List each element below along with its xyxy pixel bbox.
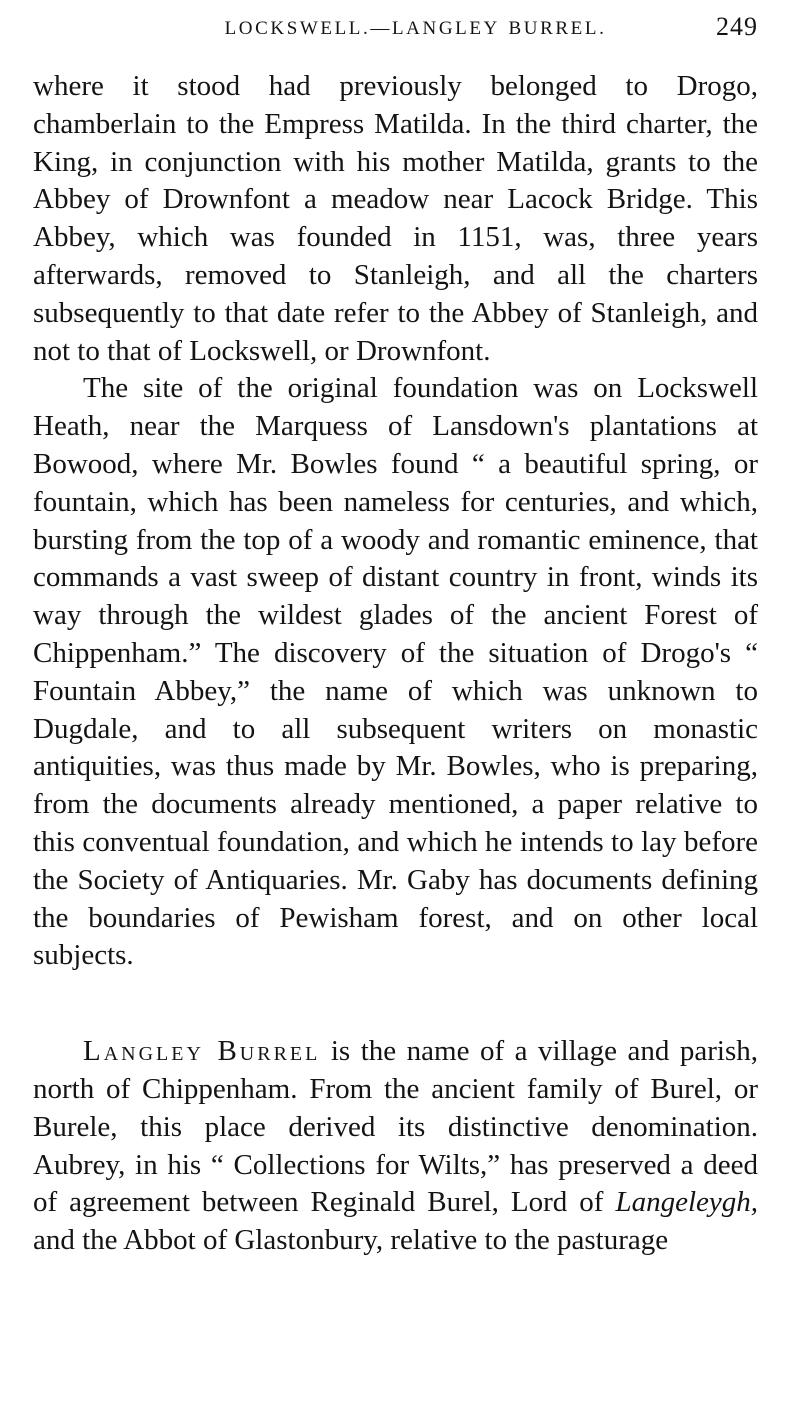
running-title: LOCKSWELL.—LANGLEY BURREL. <box>224 18 607 39</box>
paragraph-langley-burrel <box>33 1033 758 1260</box>
paragraph-lockswell-site: The site of the original foundation was on Lockswell Heath, near the Marquess of Lansdown's plantations at Bowood, where Mr. Bowles found “ a beautiful spring, or fountain, which has been nameless for centuries, and which, bursting from the top of a woody and romantic eminence, that commands a vast sweep of distant country in front, winds its way through the wildest glades of the ancient Forest of Chippenham.” The discovery of the situation of Drogo's “ Fountain Abbey,” the name of which was unknown to Dugdale, and to all subsequent writers on monastic antiquities, was thus made by Mr. Bowles, who is preparing, from the documents already mentioned, a paper relative to this conventual foundation, and which he intends to lay before the Society of Antiquaries. Mr. Gaby has documents defining the boundaries of Pewisham forest, and on other local subjects. <box>33 372 758 972</box>
paragraph-text: is the name of a village and parish, north of Chippenham. From the ancient family of Burel, or Burele, this place derived its distinctive denomination. Aubrey, in his “ Collections for Wilts,” has preserved a deed of agreement between Reginald Burel, Lord of <box>33 1035 758 1219</box>
section-lead-smallcaps: Langley Burrel <box>83 1035 321 1068</box>
running-head <box>33 8 758 48</box>
page-number: 249 <box>716 12 758 41</box>
section-gap <box>33 975 758 1033</box>
body-text <box>33 68 758 1260</box>
paragraph-text-end: and the Abbot of Glastonbury, relative to the pasturage <box>33 1224 669 1257</box>
paragraph-continuation: where it stood had previously belonged to Drogo, chamberlain to the Empress Matilda. In the third charter, the King, in conjunction with his mother Matilda, grants to the Abbey of Drownfont a meadow near Lacock Bridge. This Abbey, which was founded in 1151, was, three years afterwards, removed to Stanleigh, and all the charters subsequently to that date refer to the Abbey of Stanleigh, and not to that of Lockswell, or Drownfont. <box>33 70 758 367</box>
italic-place-name: Langeleygh, <box>615 1186 758 1219</box>
